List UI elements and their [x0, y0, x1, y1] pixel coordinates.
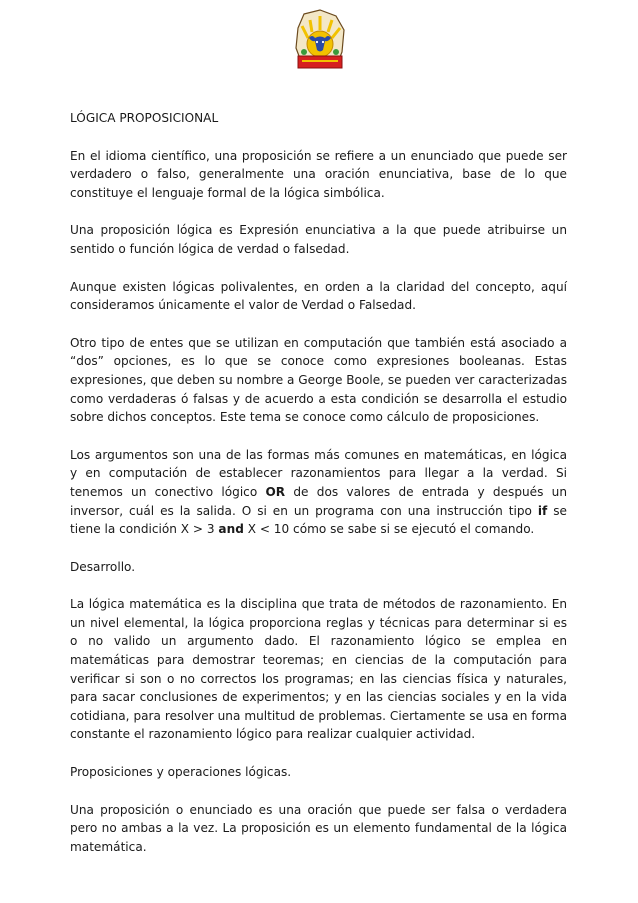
heading-proposiciones: Proposiciones y operaciones lógicas.: [70, 765, 292, 780]
document-title: LÓGICA PROPOSICIONAL: [70, 111, 219, 125]
paragraph-5-part3: se tiene la condición X > 3: [70, 503, 567, 537]
paragraph-7: Una proposición o enunciado es una oración que puede ser falsa o verdadera pero no ambas a la vez. La proposición es un elemento fundamental de la lógica matemática.: [70, 802, 567, 854]
school-crest-logo: [290, 8, 350, 74]
paragraph-2: Una proposición lógica es Expresión enunciativa a la que puede atribuirse un sentido o función lógica de verdad o falsedad.: [70, 223, 567, 256]
paragraph-1: En el idioma científico, una proposición se refiere a un enunciado que puede ser verdadero o falso, generalmente una oración enunciativa, base de lo que constituye el lenguaje formal de la lógica simbólica.: [70, 148, 567, 200]
paragraph-3: Aunque existen lógicas polivalentes, en orden a la claridad del concepto, aquí consideramos únicamente el valor de Verdad o Falsedad.: [70, 279, 567, 313]
paragraph-5-part1: Los argumentos son una de las formas más comunes en matemáticas, en lógica y en computación de establecer razonamientos para llegar a la verdad. Si tenemos un conectivo lógico: [70, 447, 567, 499]
paragraph-5: [70, 446, 567, 539]
keyword-or: OR: [265, 484, 286, 499]
paragraph-6: La lógica matemática es la disciplina que trata de métodos de razonamiento. En un nivel elemental, la lógica proporciona reglas y técnicas para determinar si es o no valido un argumento dado. El razonamiento lógico se emplea en matemáticas para demostrar teoremas; en ciencias de la computación para verificar si son o no correctos los programas; en las ciencias física y naturales, para sacar conclusiones de experimentos; y en las ciencias sociales y en la vida cotidiana, para resolver una multitud de problemas. Ciertamente se usa en forma constante el razonamiento lógico para realizar cualquier actividad.: [70, 597, 567, 742]
document-body: [70, 109, 567, 875]
keyword-if: if: [537, 503, 548, 518]
paragraph-5-part2: de dos valores de entrada y después un inversor, cuál es la salida. O si en un programa con una instrucción tipo: [70, 484, 568, 518]
heading-desarrollo: Desarrollo.: [70, 559, 136, 574]
paragraph-5-part4: X < 10 cómo se sabe si se ejecutó el comando.: [243, 522, 535, 537]
keyword-and: and: [218, 522, 244, 537]
paragraph-4: Otro tipo de entes que se utilizan en computación que también está asociado a “dos” opciones, es lo que se conoce como expresiones booleanas. Estas expresiones, que deben su nombre a George Boole, se pueden ver caracterizadas como verdaderas ó falsas y de acuerdo a esta condición se desarrolla el estudio sobre dichos conceptos. Este tema se conoce como cálculo de proposiciones.: [70, 335, 567, 425]
